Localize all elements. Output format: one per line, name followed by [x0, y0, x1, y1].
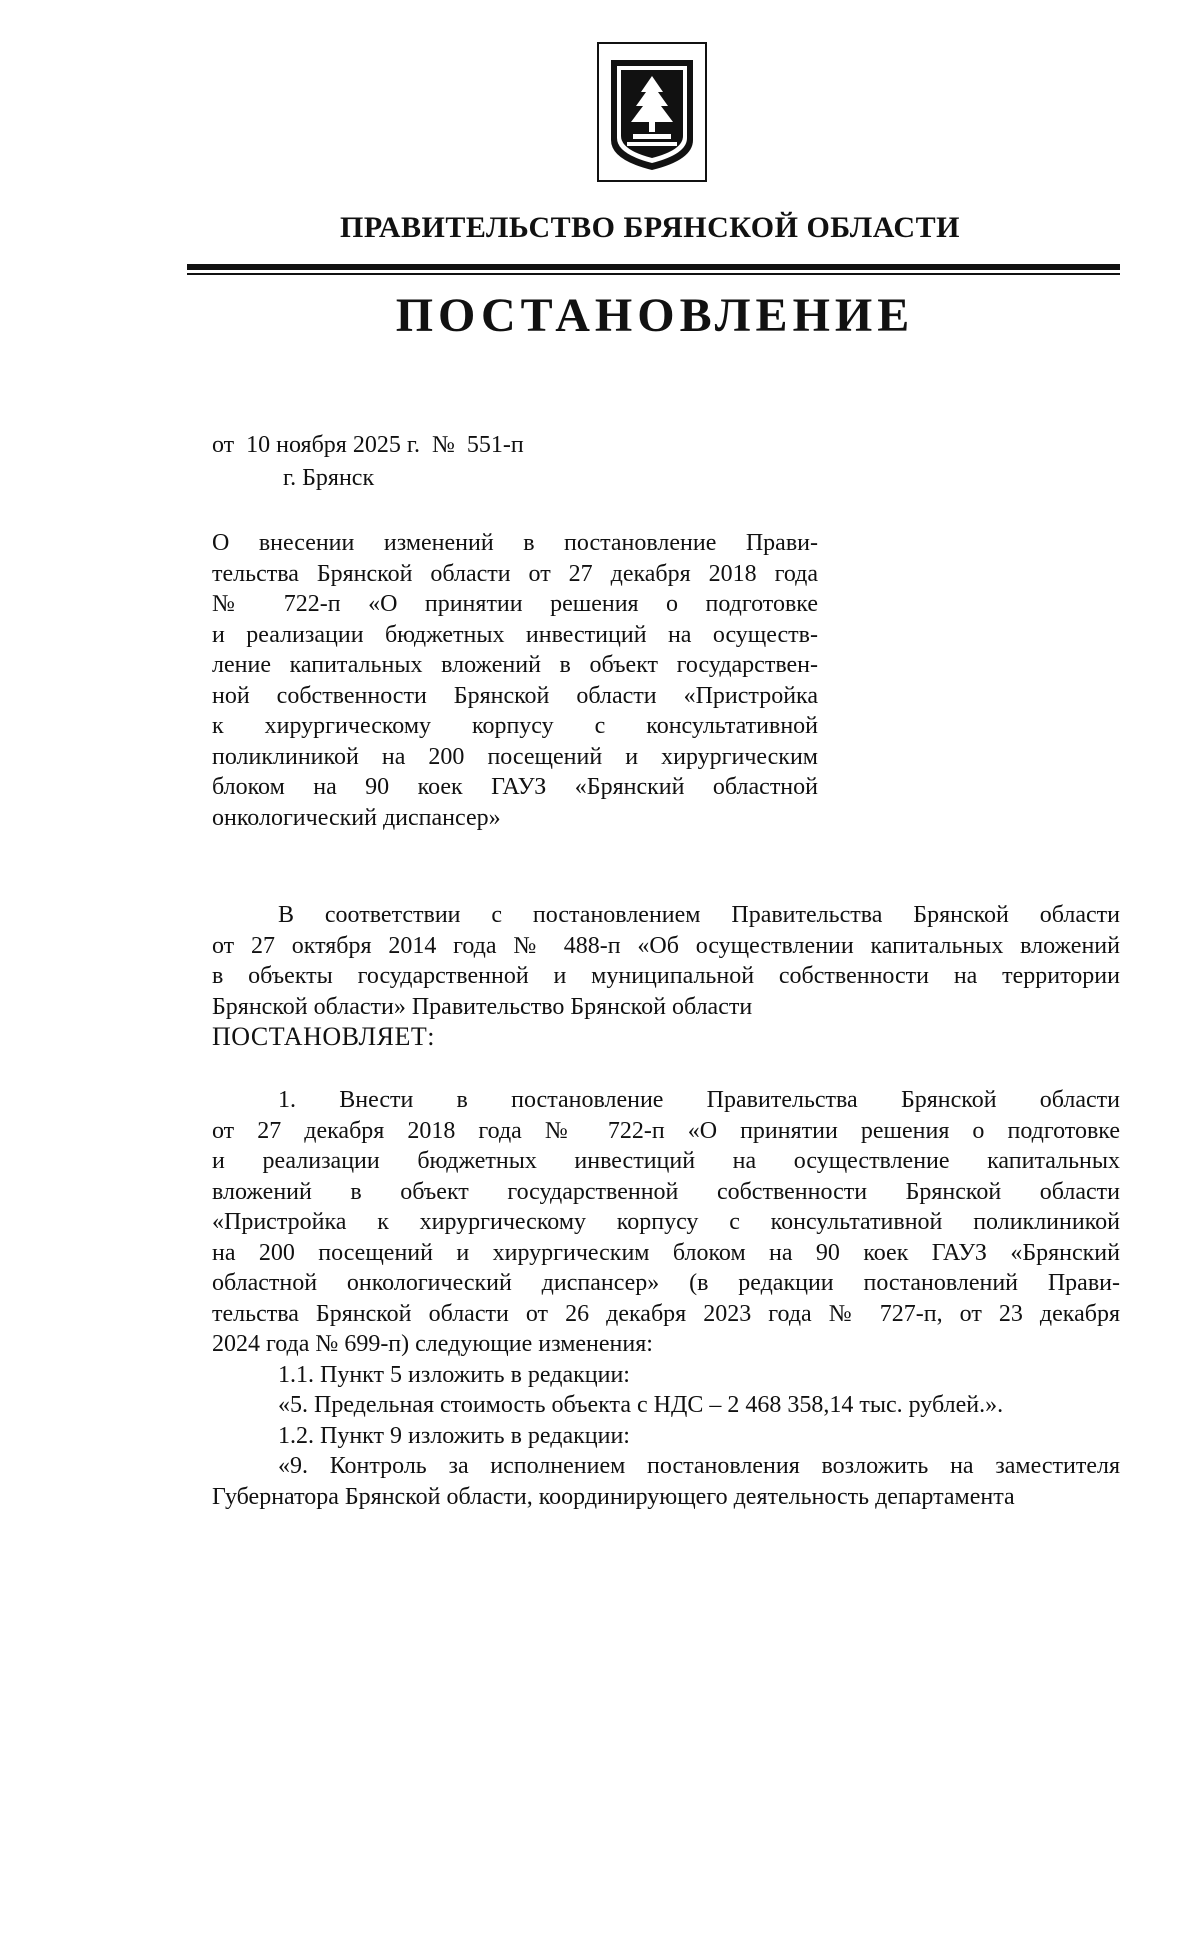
subitem-1-1-title: 1.1. Пункт 5 изложить в редакции:: [278, 1361, 630, 1388]
subject-line: № 722-п «О принятии решения о подготовке: [212, 591, 818, 617]
item-1-line: и реализации бюджетных инвестиций на осуществление капитальных: [212, 1148, 1120, 1174]
item-1-line: «Пристройка к хирургическому корпусу с консультативной поликлиникой: [212, 1209, 1120, 1235]
resolves-heading: ПОСТАНОВЛЯЕТ:: [212, 1022, 435, 1051]
subitem-1-1-text: «5. Предельная стоимость объекта с НДС – 2 468 358,14 тыс. рублей.».: [278, 1392, 1004, 1418]
subject-line: к хирургическому корпусу с консультативной: [212, 713, 818, 739]
subject-line: тельства Брянской области от 27 декабря 2018 года: [212, 560, 818, 587]
item-1-line: вложений в объект государственной собственности Брянской области: [212, 1178, 1120, 1205]
document-date: 10 ноября 2025 г.: [246, 432, 420, 458]
subject-line: онкологический диспансер»: [212, 804, 501, 831]
document-subject: [212, 528, 818, 833]
subject-line: ной собственности Брянской области «Пристройка: [212, 682, 818, 709]
government-title: ПРАВИТЕЛЬСТВО БРЯНСКОЙ ОБЛАСТИ: [340, 211, 960, 244]
document-number: 551-п: [466, 432, 524, 458]
item-1-line: 1. Внести в постановление Правительства Брянской области: [278, 1087, 1120, 1113]
preamble-paragraph: [212, 900, 1120, 1022]
subitem-1-2-line: Губернатора Брянской области, координирующего деятельность департамента: [212, 1483, 1015, 1510]
subject-line: и реализации бюджетных инвестиций на осуществ-: [212, 621, 818, 648]
item-1-line: на 200 посещений и хирургическим блоком на 90 коек ГАУЗ «Брянский: [212, 1239, 1120, 1266]
subject-line: поликлиникой на 200 посещений и хирургическим: [212, 743, 818, 770]
number-label: №: [431, 432, 455, 458]
preamble-line: от 27 октября 2014 года № 488-п «Об осуществлении капитальных вложений: [212, 932, 1120, 959]
document-city: г. Брянск: [283, 465, 375, 491]
document-type-title: ПОСТАНОВЛЕНИЕ: [395, 289, 915, 342]
from-label: от: [212, 432, 235, 458]
preamble-line: в объекты государственной и муниципальной собственности на территории: [212, 963, 1120, 989]
item-1-line: 2024 года № 699-п) следующие изменения:: [212, 1331, 653, 1357]
subitem-1-2-line: «9. Контроль за исполнением постановления возложить на заместителя: [278, 1453, 1120, 1479]
header-rule-thin: [187, 273, 1120, 275]
document-date-number: [212, 432, 524, 459]
item-1-paragraph: [212, 1085, 1120, 1512]
subitem-1-2-title: 1.2. Пункт 9 изложить в редакции:: [278, 1422, 630, 1449]
subject-line: О внесении изменений в постановление Прави-: [212, 530, 818, 556]
item-1-line: тельства Брянской области от 26 декабря 2023 года № 727-п, от 23 декабря: [212, 1300, 1120, 1327]
subject-line: блоком на 90 коек ГАУЗ «Брянский областной: [212, 774, 818, 800]
coat-of-arms-emblem: [597, 42, 707, 182]
item-1-line: от 27 декабря 2018 года № 722-п «О принятии решения о подготовке: [212, 1117, 1120, 1144]
subject-line: ление капитальных вложений в объект государствен-: [212, 652, 818, 678]
preamble-line: Брянской области» Правительство Брянской области: [212, 993, 753, 1020]
item-1-line: областной онкологический диспансер» (в редакции постановлений Прави-: [212, 1270, 1120, 1296]
preamble-line: В соответствии с постановлением Правительства Брянской области: [278, 902, 1120, 928]
header-rule-thick: [187, 264, 1120, 270]
